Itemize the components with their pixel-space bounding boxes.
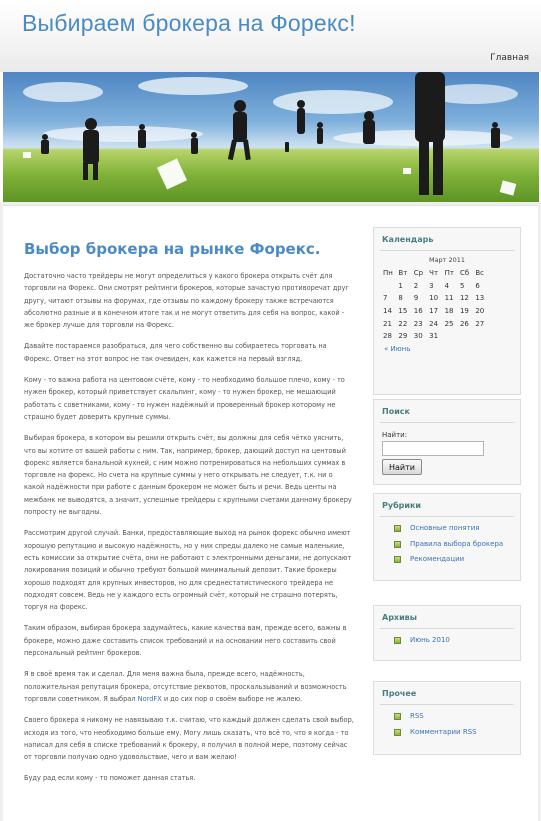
archives-list xyxy=(374,629,520,652)
post-paragraph-tail: и до сих пор о своём выборе не жалею. xyxy=(163,694,303,703)
post-paragraph xyxy=(24,668,354,705)
calendar-weekday: Вс xyxy=(475,269,484,278)
calendar-day: 3 xyxy=(429,281,434,290)
bullet-icon xyxy=(394,541,401,548)
search-input[interactable] xyxy=(382,441,484,456)
calendar-weekday: Ср xyxy=(413,269,424,278)
calendar-weekday: Сб xyxy=(459,269,470,278)
calendar-day: 5 xyxy=(459,281,465,290)
post-title[interactable]: Выбор брокера на рынке Форекс. xyxy=(24,240,321,258)
calendar-weekday: Пт xyxy=(444,269,454,278)
calendar-day: 22 xyxy=(398,319,408,328)
calendar-day: 17 xyxy=(429,307,439,316)
calendar-day: 19 xyxy=(459,307,469,316)
list-item xyxy=(394,636,520,652)
calendar-day: 9 xyxy=(413,294,419,303)
post-paragraph: Выбирая брокера, в котором вы решили открыть счёт, вы должны для себя чётко уяснить, что вы хотите от вашей работы с ним. Так, например, брокер, дающий доступ на центовый форекс является банальной кухней, с ним можно потренироваться на небольших суммах в торговле на форекс. Но счета на крупные суммы у него открывать не следует, т.к. ни о какой надёжности при работе с данным брокером не может быть и речи. Ведь центы на межбанк не выводятся, а значит, успешные трейдеры с крупными счетами данному брокеру попросту не выгодны. xyxy=(24,434,352,517)
bullet-icon xyxy=(394,556,401,563)
calendar-day: 12 xyxy=(459,294,469,303)
post-paragraph: Буду рад если кому - то поможет данная статья. xyxy=(24,774,196,783)
category-link[interactable]: Правила выбора брокера xyxy=(410,539,504,548)
calendar-day: 26 xyxy=(459,319,469,328)
calendar-day: 20 xyxy=(475,307,485,316)
misc-title: Прочее xyxy=(382,689,417,698)
archives-widget xyxy=(373,605,521,661)
widget-divider xyxy=(380,250,514,251)
calendar-day: 7 xyxy=(383,294,388,303)
calendar-day: 4 xyxy=(444,281,450,290)
calendar-day: 15 xyxy=(398,307,408,316)
calendar-day: 23 xyxy=(413,319,423,328)
calendar-week-row xyxy=(383,330,491,343)
calendar-day: 24 xyxy=(429,319,439,328)
calendar-day: 18 xyxy=(444,307,454,316)
post-paragraph: Таким образом, выбирая брокера задумайтесь, какие качества вам, прежде всего, важны в брокере, можно даже составить список требований и на основании него составить свой персональный рейтинг брокеров. xyxy=(24,624,347,658)
misc-widget xyxy=(373,681,521,755)
calendar-day: 25 xyxy=(444,319,454,328)
site-title[interactable]: Выбираем брокера на Форекс! xyxy=(22,10,356,36)
search-button[interactable]: Найти xyxy=(382,459,422,475)
search-widget xyxy=(373,399,521,485)
calendar-day: 16 xyxy=(413,307,423,316)
misc-list xyxy=(374,705,520,743)
calendar-day xyxy=(383,280,398,293)
calendar-day: 11 xyxy=(444,294,454,303)
archive-link[interactable]: Июнь 2010 xyxy=(410,636,450,644)
calendar-day: 31 xyxy=(429,332,439,341)
nav-home-link[interactable]: Главная xyxy=(490,53,529,63)
bullet-icon xyxy=(394,713,401,720)
bullet-icon xyxy=(394,729,401,736)
categories-title: Рубрики xyxy=(382,501,422,510)
calendar-day: 1 xyxy=(398,281,403,290)
rss-link[interactable]: RSS xyxy=(410,712,424,720)
post-paragraph: Кому - то важна работа на центовом счёте, кому - то необходимо большое плечо, кому - то нужен брокер, который приветствует скальпинг, кому - то нужен брокер, не мешающий работать с советниками, кому - то нужен надёжный и проверенный брокер которому не страшно будет доверить крупные суммы. xyxy=(24,376,345,421)
nordfx-link[interactable]: NordFX xyxy=(137,694,162,703)
calendar-weekday: Вт xyxy=(398,269,408,278)
calendar-week-row xyxy=(383,292,491,305)
calendar-day: 2 xyxy=(413,281,419,290)
calendar-title: Календарь xyxy=(382,235,434,244)
list-item xyxy=(394,540,520,556)
bullet-icon xyxy=(394,637,401,644)
post-paragraph: Своего брокера я никому не навязываю т.к. считаю, что каждый должен сделать свой выбор, исходя из того, что необходимо больше ему. Могу лишь сказать, что всё то, что я когда - то написал для себя в списке требований к брокеру, я получил в полной мере, поэтому сейчас от торговли получаю одно удовольствие, чего и вам желаю! xyxy=(24,716,354,762)
calendar-widget xyxy=(373,227,521,395)
calendar-caption: Март 2011 xyxy=(428,256,466,264)
post-paragraph: Рассмотрим другой случай. Банки, предоставляющие выход на рынок форекс обычно имеют хорошую репутацию и высокую надёжность, но у них спреды далеко не самые маленькие, есть комиссии за открытие счёта, они не работают с электронными деньгами, не допускают локирования позиций и обычно требуют большой минимальный депозит. Такие брокеры хорошо подходят для крупных инвесторов, но для среднестатистического трейдера не подходят совсем. Ведь не у каждого есть огромный счёт, который не страшно потерять, торгуя на форекс. xyxy=(24,529,352,612)
calendar-day: 8 xyxy=(398,294,403,303)
post-body xyxy=(24,270,354,794)
calendar-day: 10 xyxy=(429,294,439,303)
calendar-week-row xyxy=(383,280,491,293)
calendar-table xyxy=(383,267,491,343)
archives-title: Архивы xyxy=(382,613,417,622)
calendar-day: 27 xyxy=(475,319,485,328)
calendar-day: 30 xyxy=(413,332,423,341)
post-paragraph: Давайте постараемся разобраться, для чего собственно вы собираетесь торговать на Форекс. Ответ на этот вопрос не так очевиден, как кажется на первый взгляд. xyxy=(24,342,327,363)
comments-rss-link[interactable]: Комментарии RSS xyxy=(410,727,477,736)
list-item xyxy=(394,712,520,728)
calendar-day: 21 xyxy=(383,319,392,328)
categories-list xyxy=(374,517,520,571)
list-item xyxy=(394,524,520,540)
calendar-day: 14 xyxy=(383,307,392,316)
calendar-weekday-row xyxy=(383,267,491,280)
calendar-day: 6 xyxy=(475,281,480,290)
post-paragraph: Достаточно часто трейдеры не могут определиться у какого брокера открыть счёт для торговли на Форекс. Они смотрят рейтинги брокеров, которые зачастую противоречат друг другу, читают отзывы на форумах, где отзывы по каждому брокеру также встречаются абсолютно разные и в конечном итоге так и не могут ответить для себя на вопрос, какой - же брокер лучше для торговли на Форекс. xyxy=(24,272,349,330)
list-item xyxy=(394,555,520,571)
calendar-week-row xyxy=(383,305,491,318)
calendar-weekday: Чт xyxy=(429,269,439,278)
category-link[interactable]: Рекомендации xyxy=(410,555,465,563)
calendar-day: 28 xyxy=(383,332,392,341)
calendar-weekday: Пн xyxy=(383,269,393,278)
category-link[interactable]: Основные понятия xyxy=(410,524,480,532)
calendar-day: 13 xyxy=(475,294,485,303)
post-paragraph-text: Я в своё время так и сделал. Для меня важна была, прежде всего, надёжность, положительная репутация брокера, отсутствие реквотов, проскальзываний и возможность торговли советником. Я выбрал xyxy=(24,670,347,703)
calendar-day xyxy=(460,330,475,343)
calendar-day xyxy=(445,330,460,343)
categories-widget xyxy=(373,493,521,581)
calendar-day: 29 xyxy=(398,332,408,341)
header-banner-image xyxy=(3,72,539,202)
search-title: Поиск xyxy=(382,407,410,416)
calendar-week-row xyxy=(383,317,491,330)
calendar-prev-month-link[interactable]: « Июнь xyxy=(384,344,411,353)
calendar-day xyxy=(475,330,490,343)
list-item xyxy=(394,728,520,744)
bullet-icon xyxy=(394,525,401,532)
site-header xyxy=(0,0,541,72)
search-label: Найти: xyxy=(382,431,408,439)
